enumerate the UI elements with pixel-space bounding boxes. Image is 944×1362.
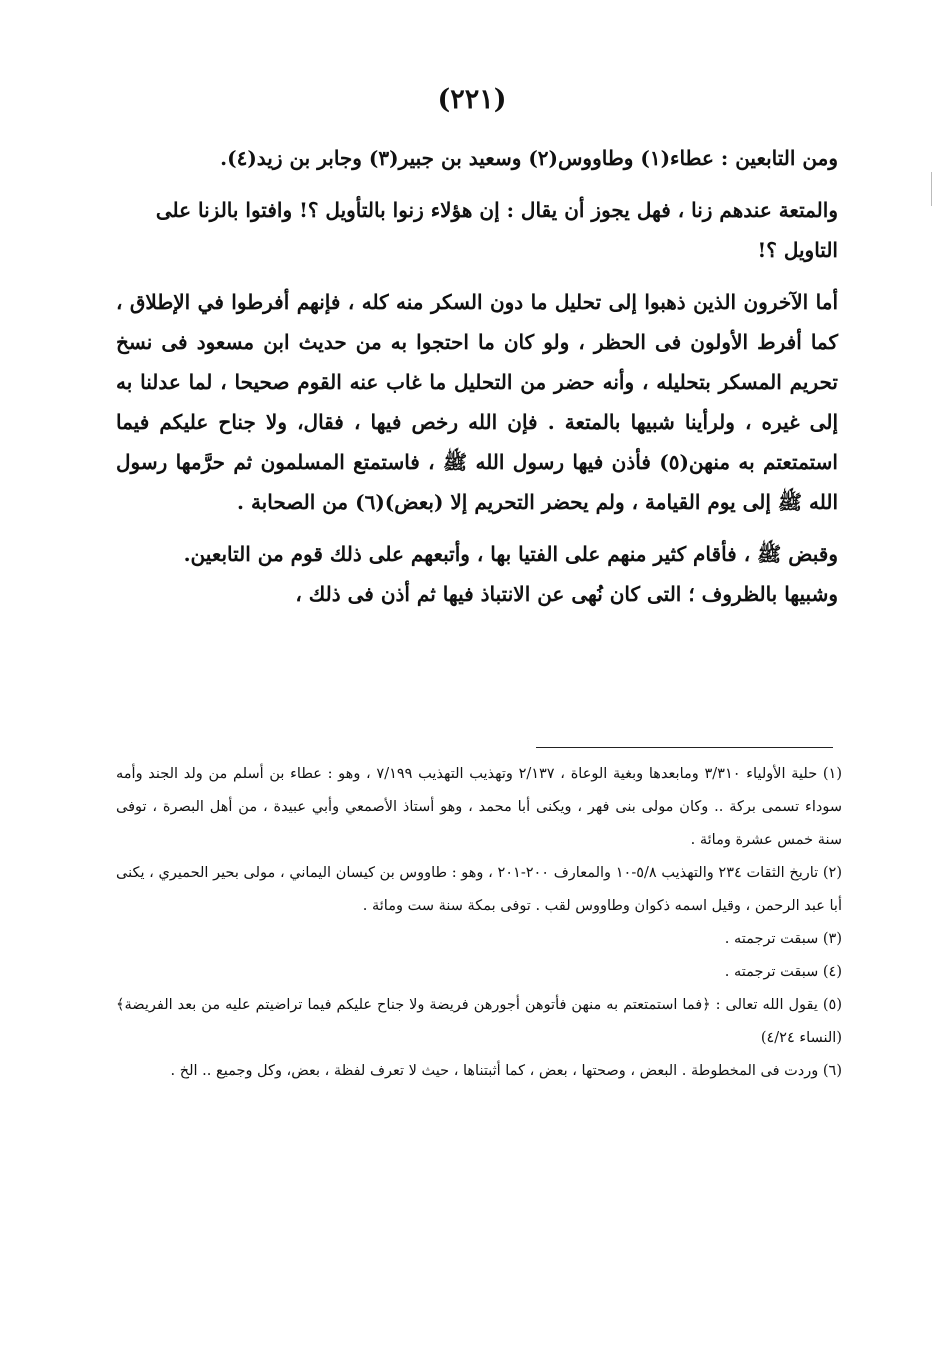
- footnote-3: (٣) سبقت ترجمته .: [724, 931, 842, 947]
- paragraph-qubida: وقبض ﷺ ، فأقام كثير منهم على الفتيا بها ، وأتبعهم على ذلك قوم من التابعين.: [183, 542, 838, 566]
- paragraph-mutah: والمتعة عندهم زنا ، فهل يجوز أن يقال : إن هؤلاء زنوا بالتأويل ؟! وافتوا بالزنا على التاويل ؟!: [155, 198, 838, 262]
- footnote-2: (٢) تاريخ الثقات ٢٣٤ والتهذيب ٥/٨-١٠ والمعارف ٢٠٠-٢٠١ ، وهو : طاووس بن كيسان اليماني ، مولى بحير الحميري ، يكنى أبا عبد الرحمن ، وقيل اسمه ذكوان وطاووس لقب . توفى بمكة سنة ست ومائة .: [116, 865, 843, 914]
- footnote-4: (٤) سبقت ترجمته .: [724, 964, 842, 980]
- paragraph-tabieen: ومن التابعين : عطاء(١) وطاووس(٢) وسعيد بن جبير(٣) وجابر بن زيد(٤).: [220, 146, 838, 170]
- footnotes: [116, 758, 842, 1088]
- main-text: [116, 138, 838, 614]
- footnote-5: (٥) يقول الله تعالى : ﴿فما استمتعتم به منهن فأتوهن أجورهن فريضة ولا جناح عليكم فيما تراضيتم عليه من بعد الفريضة﴾ (النساء ٤/٢٤): [116, 997, 842, 1046]
- paragraph-tahlil: أما الآخرون الذين ذهبوا إلى تحليل ما دون السكر منه كله ، فإنهم أفرطوا في الإطلاق ، كما أفرط الأولون فى الحظر ، ولو كان ما احتجوا به من حديث ابن مسعود فى نسخ تحريم المسكر بتحليله ، وأنه حضر من التحليل ما غاب عنه القوم صحيحا ، لما عدلنا به إلى غيره ، ولرأينا شبيها بالمتعة . فإن الله رخص فيها ، فقال، ولا جناح عليكم فيما استمتعتم به منهن(٥) فأذن فيها رسول الله ﷺ ، فاستمتع المسلمون ثم حرَّمها رسول الله ﷺ إلى يوم القيامة ، ولم يحضر التحريم إلا (بعض)(٦) من الصحابة .: [116, 290, 838, 514]
- footnote-6: (٦) وردت فى المخطوطة . البعض ، وصحتها ، بعض ، كما أثبتناها ، حيث لا تعرف لفظة ، بعض، وكل وجميع .. الخ .: [170, 1063, 842, 1079]
- scan-margin-mark: [931, 172, 932, 206]
- footnote-separator: [536, 747, 833, 748]
- footnote-1: (١) حلية الأولياء ٣/٣١٠ ومابعدها وبغية الوعاة ، ٢/١٣٧ وتهذيب التهذيب ٧/١٩٩ ، وهو : عطاء بن أسلم من ولد الجند وأمه سوداء تسمى بركة .. وكان مولى بنى فهر ، ويكنى أبا محمد ، وهو أستاذ الأصمعي وأبي عبيدة ، من أهل البصرة ، توفى سنة خمس عشرة ومائة .: [116, 766, 843, 848]
- paragraph-zuruf: وشبيها بالظروف ؛ التى كان نُهى عن الانتباذ فيها ثم أذن فى ذلك ،: [295, 582, 838, 606]
- page-number: (٢٢١): [437, 84, 507, 115]
